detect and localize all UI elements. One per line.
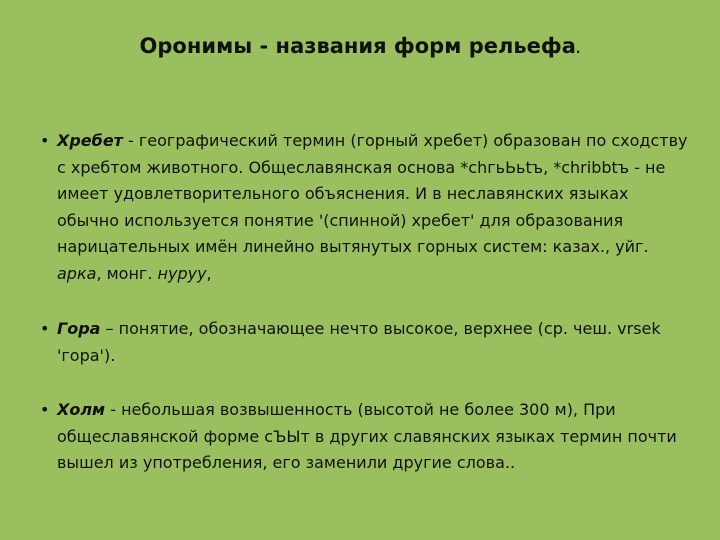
italic-word: нуруу bbox=[157, 263, 207, 283]
term-khrebet: Хребет bbox=[57, 131, 123, 150]
term-kholm: Холм bbox=[57, 400, 106, 419]
bullet-icon: • bbox=[40, 131, 50, 150]
slide-title bbox=[0, 34, 720, 58]
bullet-icon: • bbox=[40, 319, 50, 338]
item-text: , bbox=[206, 263, 212, 283]
item-text: – понятие, обозначающее нечто высокое, верхнее (ср. чеш. vrsek 'гора'). bbox=[57, 319, 661, 365]
list-item-gora bbox=[40, 316, 690, 369]
title-dot: . bbox=[575, 42, 581, 56]
list-item-khrebet bbox=[40, 128, 690, 287]
bullet-icon: • bbox=[40, 400, 50, 419]
bullet-list bbox=[40, 128, 690, 477]
item-text: - географический термин (горный хребет) образован по сходству с хребтом животного. Общеславянская основа *chгьЬьtъ, *chribbtъ - не имеет удовлетворительного объяснения. И в неславянских языках обычно используется понятие '(спинной) хребет' для образования нарицательных имён линейно вытянутых горных систем: казах., уйг. bbox=[57, 131, 688, 256]
italic-word: арка bbox=[57, 263, 97, 283]
list-item-kholm bbox=[40, 397, 690, 477]
item-text: - небольшая возвышенность (высотой не более 300 м), При общеславянской форме сЪЫт в других славянских языках термин почти вышел из употребления, его заменили другие слова.. bbox=[57, 400, 677, 472]
item-text: , монг. bbox=[96, 263, 158, 283]
term-gora: Гора bbox=[57, 319, 101, 338]
title-text: Оронимы - названия форм рельефа bbox=[139, 34, 576, 58]
